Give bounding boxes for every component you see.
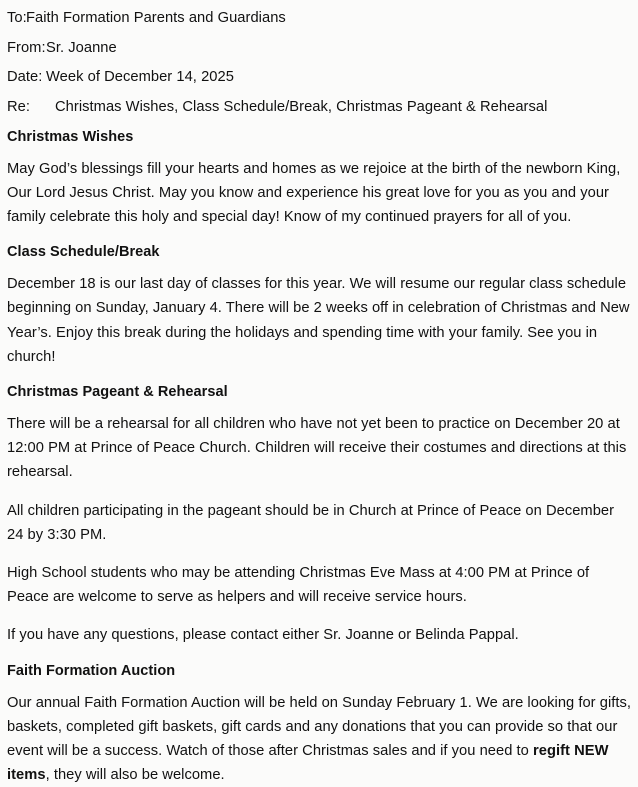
memo-header-re [7, 99, 634, 115]
memo-header-to [7, 10, 634, 26]
auction-emphasis-regift-new-items: regift NEW items [7, 742, 609, 784]
memo-header-re-label: Re: [7, 98, 31, 115]
section-paragraph-questions-contact: If you have any questions, please contact either Sr. Joanne or Belinda Pappal. [7, 627, 519, 644]
section-paragraph-christmas-wishes: May God’s blessings fill your hearts and homes as we rejoice at the birth of the newborn King, Our Lord Jesus Christ. May you know and experience his great love for you as you and your family celebrate this holy and special day! Know of my continued prayers for all of you. [7, 160, 621, 225]
section-paragraph-pageant-arrival: All children participating in the pageant should be in Church at Prince of Peace on December 24 by 3:30 PM. [7, 502, 615, 543]
section-paragraph-high-school-helpers: High School students who may be attending Christmas Eve Mass at 4:00 PM at Prince of Peace are welcome to serve as helpers and will receive service hours. [7, 564, 590, 606]
memo-header-date-label: Date: [7, 69, 43, 85]
memo-header-from-value: Sr. Joanne [46, 39, 117, 56]
section-heading-faith-formation-auction: Faith Formation Auction [7, 662, 176, 679]
section-heading-christmas-pageant-rehearsal: Christmas Pageant & Rehearsal [7, 383, 228, 400]
section-paragraph-auction-details [7, 691, 634, 787]
section-heading-christmas-wishes: Christmas Wishes [7, 128, 134, 145]
section-paragraph-rehearsal-details: There will be a rehearsal for all children who have not yet been to practice on December 20 at 12:00 PM at Prince of Peace Church. Children will receive their costumes and directions at this rehearsal. [7, 415, 627, 481]
memo-header-date-value: Week of December 14, 2025 [46, 69, 234, 85]
memo-header-from-label: From: [7, 39, 46, 56]
auction-text-after-emphasis: , they will also be welcome. [45, 767, 225, 784]
memo-header-from [7, 40, 634, 56]
memo-header-to-value: Faith Formation Parents and Guardians [26, 10, 286, 26]
section-paragraph-class-schedule-break: December 18 is our last day of classes for this year. We will resume our regular class schedule beginning on Sunday, January 4. There will be 2 weeks off in celebration of Christmas and New Year’s. Enjoy this break during the holidays and spending time with your family. See you in church! [7, 276, 630, 365]
auction-text-before-emphasis: Our annual Faith Formation Auction will be held on Sunday February 1. We are looking for gifts, baskets, completed gift baskets, gift cards and any donations that you can provide so that our event will be a success. Watch of those after Christmas sales and if you need to [7, 694, 631, 759]
section-heading-class-schedule-break: Class Schedule/Break [7, 244, 160, 261]
memo-header-re-value: Christmas Wishes, Class Schedule/Break, Christmas Pageant & Rehearsal [55, 98, 548, 115]
memo-header-date [7, 69, 634, 85]
memo-header-to-label: To: [7, 10, 27, 26]
